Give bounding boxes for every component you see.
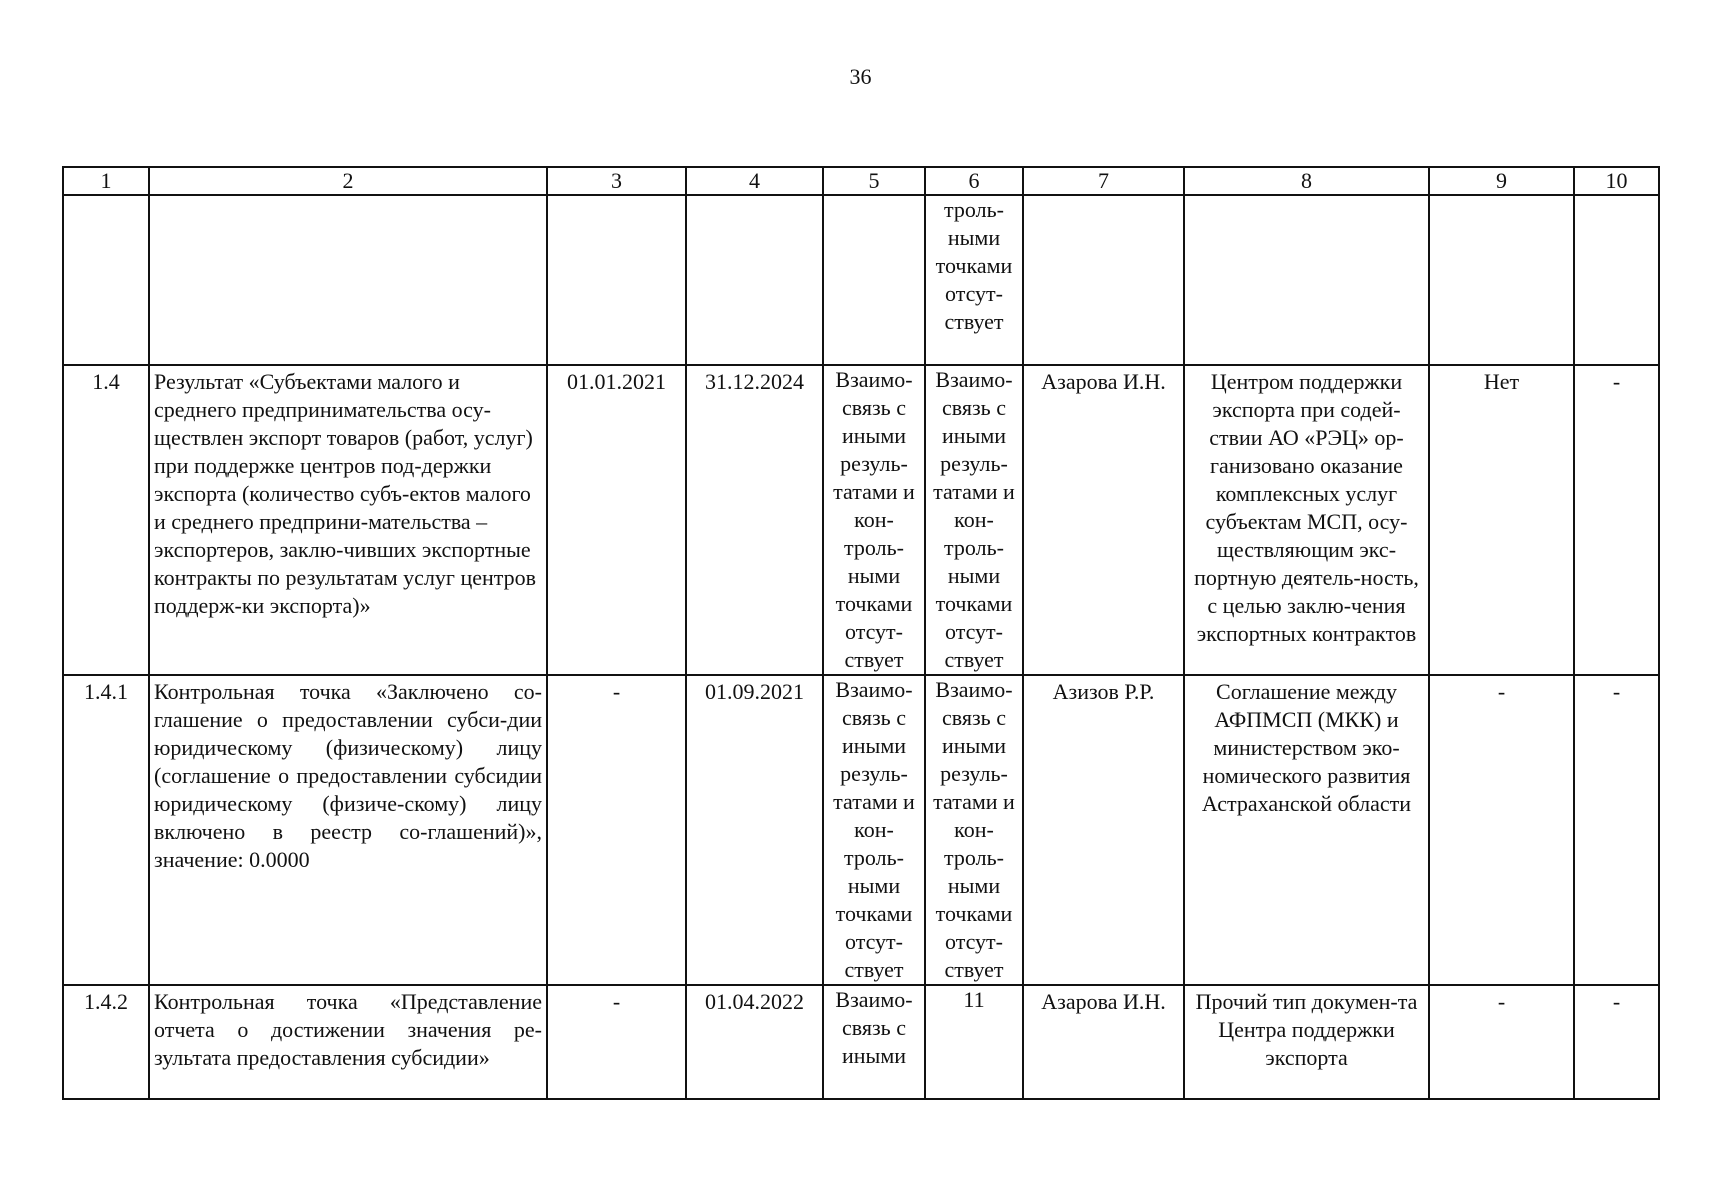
row-col5: Взаимо- связь с иными — [823, 985, 925, 1099]
table-row — [63, 675, 1659, 985]
row-document: Прочий тип докумен-та Центра поддержки экспорта — [1184, 985, 1429, 1099]
header-cell: 7 — [1023, 167, 1184, 195]
row-document: Соглашение между АФПМСП (МКК) и министерством эко-номического развития Астраханской области — [1184, 675, 1429, 985]
row-end-date: 01.09.2021 — [686, 675, 823, 985]
row-number: 1.4 — [63, 365, 149, 675]
header-cell: 3 — [547, 167, 686, 195]
row-start-date: - — [547, 985, 686, 1099]
table-row — [63, 195, 1659, 365]
row-start-date — [547, 195, 686, 365]
row-col5 — [823, 195, 925, 365]
row-col10: - — [1574, 675, 1659, 985]
row-description: Контрольная точка «Заключено со-глашение о предоставлении субси-дии юридическому (физическому) лицу (соглашение о предоставлении субсидии юридическому (физиче-скому) лицу включено в реестр со-глашений)», значение: 0.0000 — [149, 675, 547, 985]
header-cell: 9 — [1429, 167, 1574, 195]
row-start-date: - — [547, 675, 686, 985]
table-row — [63, 365, 1659, 675]
header-cell: 10 — [1574, 167, 1659, 195]
row-col9: Нет — [1429, 365, 1574, 675]
row-col6: Взаимо- связь с иными резуль- татами и кон- троль- ными точками отсут- ствует — [925, 675, 1023, 985]
header-row — [63, 167, 1659, 195]
row-col5: Взаимо- связь с иными резуль- татами и кон- троль- ными точками отсут- ствует — [823, 675, 925, 985]
row-col5: Взаимо- связь с иными резуль- татами и кон- троль- ными точками отсут- ствует — [823, 365, 925, 675]
row-document — [1184, 195, 1429, 365]
row-col10 — [1574, 195, 1659, 365]
row-responsible — [1023, 195, 1184, 365]
table-row — [63, 985, 1659, 1099]
row-number: 1.4.1 — [63, 675, 149, 985]
header-cell: 5 — [823, 167, 925, 195]
header-cell: 2 — [149, 167, 547, 195]
row-col6: троль- ными точками отсут- ствует — [925, 195, 1023, 365]
row-description — [149, 195, 547, 365]
row-responsible: Азарова И.Н. — [1023, 985, 1184, 1099]
row-col6: Взаимо- связь с иными резуль- татами и кон- троль- ными точками отсут- ствует — [925, 365, 1023, 675]
row-description: Результат «Субъектами малого и среднего предпринимательства осу-ществлен экспорт товаров (работ, услуг) при поддержке центров под-держки экспорта (количество субъ-ектов малого и среднего предприни-мательства – экспортеров, заклю-чивших экспортные контракты по результатам услуг центров поддерж-ки экспорта)» — [149, 365, 547, 675]
page-number: 36 — [849, 64, 872, 89]
row-end-date: 31.12.2024 — [686, 365, 823, 675]
row-end-date: 01.04.2022 — [686, 985, 823, 1099]
row-col9 — [1429, 195, 1574, 365]
header-cell: 6 — [925, 167, 1023, 195]
row-description: Контрольная точка «Представление отчета о достижении значения ре-зультата предоставления субсидии» — [149, 985, 547, 1099]
row-end-date — [686, 195, 823, 365]
header-cell: 4 — [686, 167, 823, 195]
row-col10: - — [1574, 365, 1659, 675]
row-col9: - — [1429, 675, 1574, 985]
row-number: 1.4.2 — [63, 985, 149, 1099]
row-responsible: Азарова И.Н. — [1023, 365, 1184, 675]
header-cell: 8 — [1184, 167, 1429, 195]
row-document: Центром поддержки экспорта при содей-ствии АО «РЭЦ» ор-ганизовано оказание комплексных услуг субъектам МСП, осу-ществляющим экс-портную деятель-ность, с целью заклю-чения экспортных контрактов — [1184, 365, 1429, 675]
row-col10: - — [1574, 985, 1659, 1099]
row-start-date: 01.01.2021 — [547, 365, 686, 675]
header-cell: 1 — [63, 167, 149, 195]
row-responsible: Азизов Р.Р. — [1023, 675, 1184, 985]
row-col6: 11 — [925, 985, 1023, 1099]
plan-table — [62, 166, 1660, 1100]
row-number — [63, 195, 149, 365]
row-col9: - — [1429, 985, 1574, 1099]
